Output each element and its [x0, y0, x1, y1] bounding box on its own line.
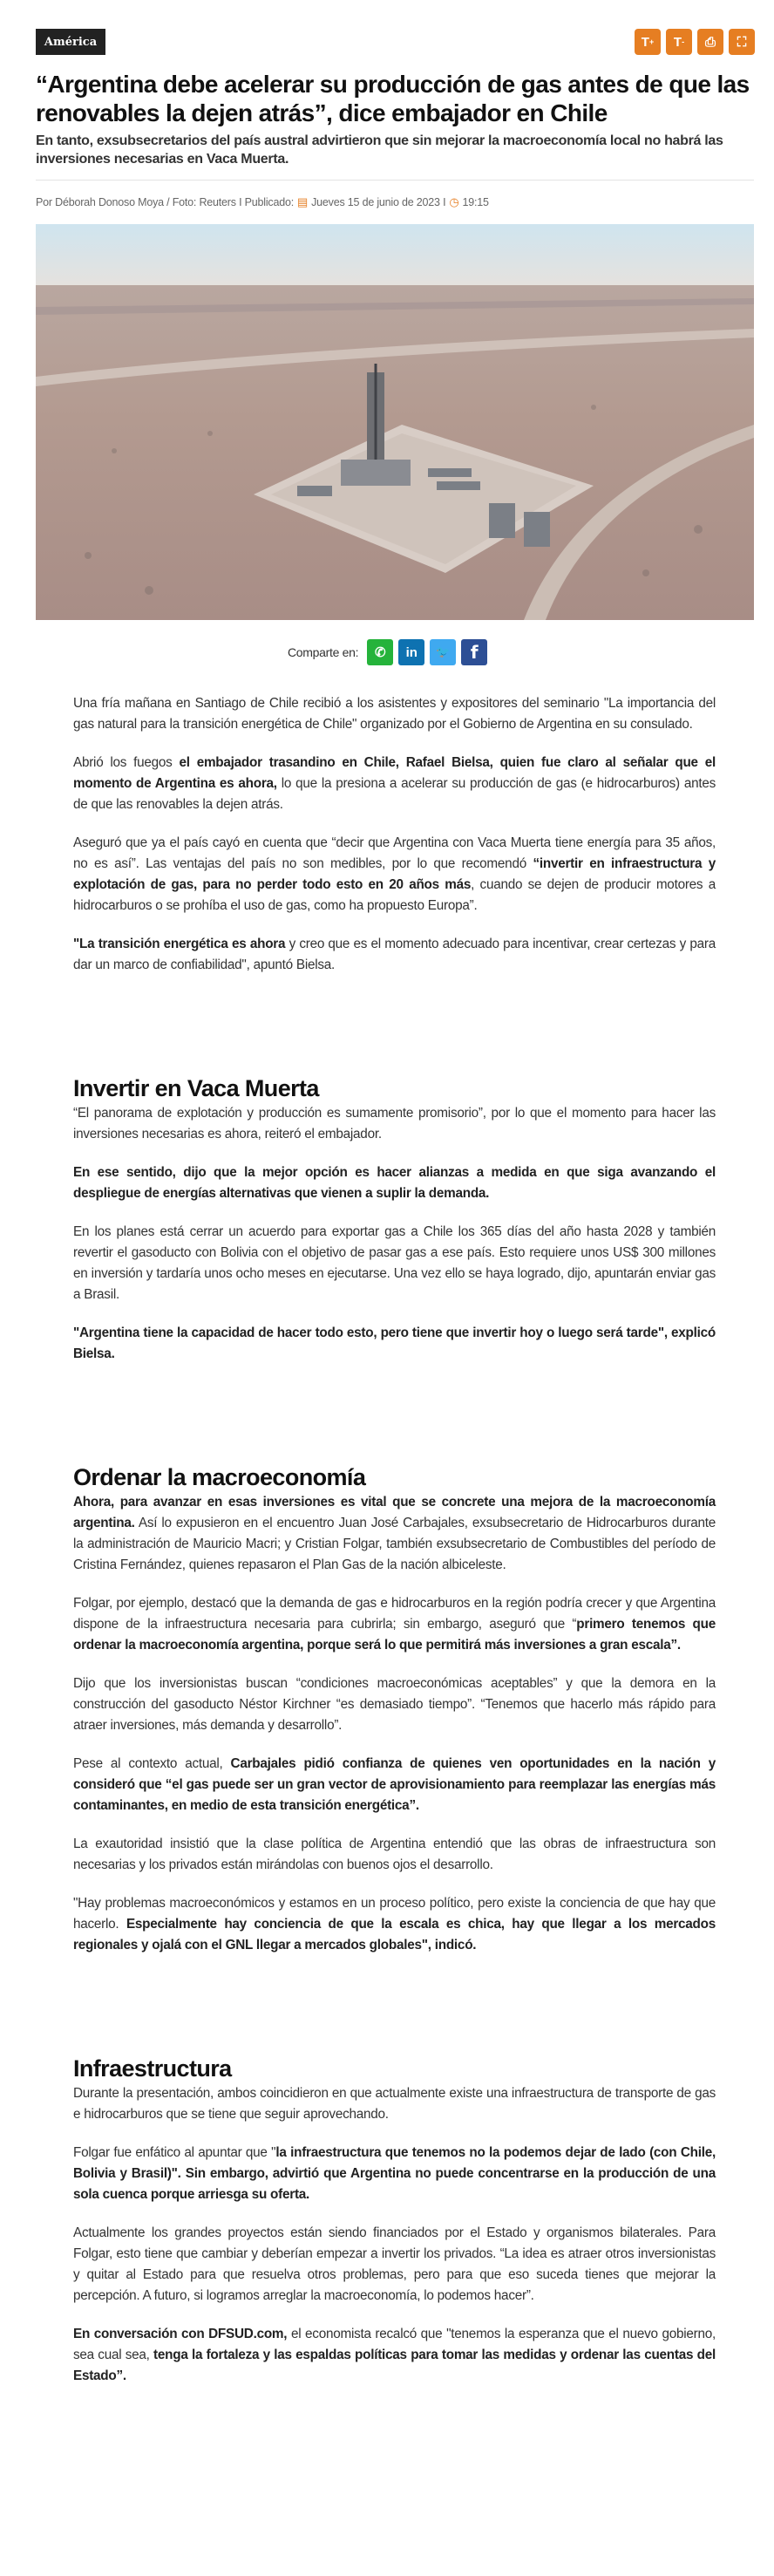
hero-image-gas-drilling-site — [36, 224, 754, 620]
text: Durante la presentación, ambos coincidieron en que actualmente existe una infraestructura de transporte de gas e hidrocarburos que se tiene que seguir aprovechando. — [73, 2086, 716, 2122]
section-heading: Ordenar la macroeconomía — [73, 1464, 366, 1490]
text: Abrió los fuegos — [73, 755, 180, 770]
print-icon: ⎙ — [704, 34, 716, 50]
article-tools — [635, 29, 755, 55]
bold-text: "La transición energética es ahora — [73, 937, 286, 951]
text: y creo que es el momento adecuado para incentivar, crear certezas y para dar un marco de confiabilidad", apuntó Bielsa. — [73, 937, 716, 972]
text: En los planes está cerrar un acuerdo para exportar gas a Chile los 365 días del año hasta 2028 y también revertir el gasoducto con Bolivia con el objetivo de pasar gas a ese país. Esto requiere unos US$ 300 millones en inversión y tardaría unos ocho meses en ejecutarse. Una vez ello se haya logrado, dijo, apuntarán enviar gas a Brasil. — [73, 1224, 716, 1302]
bold-text: Especialmente hay conciencia de que la escala es chica, hay que llegar a los mercados regionales y ojalá con el GNL llegar a mercados globales", indicó. — [73, 1917, 716, 1952]
article-title: “Argentina debe acelerar su producción de gas antes de que las renovables la dejen atrás”, dice embajador en Chile — [36, 71, 750, 126]
text-icon: T — [641, 34, 649, 50]
paragraph — [73, 2143, 716, 2205]
bold-text: "Argentina tiene la capacidad de hacer todo esto, pero tiene que invertir hoy o luego será tarde", explicó Bielsa. — [73, 1325, 716, 1361]
share-linkedin-button[interactable] — [398, 639, 424, 665]
bold-text: “invertir en infraestructura y explotación de gas, para no perder todo esto en 20 años más — [73, 856, 716, 892]
paragraph — [73, 833, 716, 917]
share-whatsapp-button[interactable] — [367, 639, 393, 665]
text: Dijo que los inversionistas buscan “condiciones macroeconómicas aceptables” y que la demora en la construcción del gasoducto Néstor Kirchner “es demasiado tiempo”. “Tenemos que hacerlo más rápido para atraer inversiones, más demanda y desarrollo”. — [73, 1676, 716, 1733]
paragraph — [73, 1162, 716, 1204]
paragraph — [73, 1673, 716, 1736]
text: Pese al contexto actual, — [73, 1756, 231, 1771]
twitter-icon: 🐦 — [436, 645, 451, 658]
author: Por Déborah Donoso Moya / Foto: Reuters I Publicado: — [36, 196, 295, 208]
byline — [36, 195, 489, 209]
paragraph — [73, 1754, 716, 1816]
paragraph — [73, 2223, 716, 2307]
calendar-icon: ▤ — [297, 195, 309, 208]
minus-icon: - — [682, 37, 685, 46]
text: Folgar fue enfático al apuntar que " — [73, 2145, 276, 2160]
bold-text: la infraestructura que tenemos no la podemos dejar de lado (con Chile, Bolivia y Brasil)". Sin embargo, advirtió que Argentina no puede concentrarse en la producción de una sola cuenca porque arriesga su oferta. — [73, 2145, 716, 2202]
fullscreen-button[interactable] — [729, 29, 755, 55]
paragraph — [73, 1103, 716, 1145]
paragraph — [73, 2324, 716, 2387]
paragraph — [73, 2083, 716, 2125]
section-heading: Infraestructura — [73, 2055, 232, 2082]
text: Aseguró que ya el país cayó en cuenta que “decir que Argentina con Vaca Muerta tiene energía para 35 años, no es así”. Las ventajas del país no son medibles, por lo que recomendó — [73, 835, 716, 871]
article-section — [73, 1073, 716, 1365]
linkedin-icon: in — [405, 644, 418, 660]
bold-text: el embajador trasandino en Chile, Rafael Bielsa, quien fue claro al señalar que el momento de Argentina es ahora, — [73, 755, 716, 791]
paragraph — [73, 1222, 716, 1305]
paragraph — [73, 693, 716, 735]
bold-text: En ese sentido, dijo que la mejor opción es hacer alianzas a medida en que siga avanzando el despliegue de energías alternativas que vienen a suplir la demanda. — [73, 1165, 716, 1201]
text: , cuando se dejen de producir motores a hidrocarburos o se prohíba el uso de gas, como ha propuesto Europa”. — [73, 877, 716, 913]
bold-text: primero tenemos que ordenar la macroeconomía argentina, porque será lo que permitirá más inversiones a gran escala”. — [73, 1617, 716, 1653]
publish-date: Jueves 15 de junio de 2023 I — [311, 196, 446, 208]
whatsapp-icon: ✆ — [374, 645, 386, 660]
clock-icon: ◷ — [449, 195, 459, 208]
paragraph — [73, 934, 716, 976]
share-label: Comparte en: — [288, 645, 359, 659]
article-section — [73, 1462, 716, 1956]
share-bar — [288, 639, 487, 665]
bold-text: En conversación con DFSUD.com, — [73, 2327, 288, 2341]
increase-text-button[interactable] — [635, 29, 661, 55]
print-button[interactable] — [697, 29, 723, 55]
text: La exautoridad insistió que la clase política de Argentina entendió que las obras de infraestructura son necesarias y los privados están mirándolas con buenos ojos el desarrollo. — [73, 1837, 716, 1872]
paragraph — [73, 1323, 716, 1365]
article-section — [73, 693, 716, 976]
article-subtitle: En tanto, exsubsecretarios del país austral advirtieron que sin mejorar la macroeconomía local no habrá las inversiones necesarias en Vaca Muerta. — [36, 133, 723, 167]
article-section — [73, 2054, 716, 2387]
plus-icon: + — [648, 37, 655, 46]
section-heading: Invertir en Vaca Muerta — [73, 1075, 319, 1101]
text: Actualmente los grandes proyectos están siendo financiados por el Estado y organismos bilaterales. Para Folgar, esto tiene que cambiar y deberían empezar a invertir los privados. “La idea es atraer otros inversionistas y quitar al Estado para que resuelva otros problemas, pero para que eso suceda tienes que mejorar la percepción. A futuro, si logramos arreglar la macroeconomía, lo podemos hacer”. — [73, 2225, 716, 2303]
text: Una fría mañana en Santiago de Chile recibió a los asistentes y expositores del seminario "La importancia del gas natural para la transición energética de Chile" organizado por el Gobierno de Argentina en su consulado. — [73, 696, 716, 732]
bold-text: Ahora, para avanzar en esas inversiones es vital que se concrete una mejora de la macroeconomía argentina. — [73, 1495, 716, 1530]
text: "Hay problemas macroeconómicos y estamos en un proceso político, pero existe la conciencia de que hay que hacerlo. — [73, 1896, 716, 1932]
publish-time: 19:15 — [462, 196, 489, 208]
paragraph — [73, 1893, 716, 1956]
facebook-icon: f — [470, 642, 479, 663]
share-twitter-button[interactable] — [430, 639, 456, 665]
bold-text: tenga la fortaleza y las espaldas políticas para tomar las medidas y ordenar las cuentas del Estado”. — [73, 2348, 716, 2383]
bold-text: Carbajales pidió confianza de quienes ven oportunidades en la nación y consideró que “el gas puede ser un gran vector de aprovisionamiento para reemplazar las energías más contaminantes, en medio de esta transición energética”. — [73, 1756, 716, 1813]
expand-icon: ⛶ — [737, 34, 747, 50]
text: “El panorama de explotación y producción es sumamente promisorio”, por lo que el momento para hacer las inversiones necesarias es ahora, reiteró el embajador. — [73, 1106, 716, 1141]
decrease-text-button[interactable] — [666, 29, 692, 55]
paragraph — [73, 1593, 716, 1656]
divider — [36, 180, 754, 181]
text: Así lo expusieron en el encuentro Juan José Carbajales, exsubsecretario de Hidrocarburos durante la administración de Mauricio Macri; y Cristian Folgar, también exsubsecretario de Combustibles del período de Cristina Fernández, quienes repasaron el Plan Gas de la nación albiceleste. — [73, 1516, 716, 1572]
text-icon: T — [673, 34, 682, 50]
category-badge[interactable]: América — [36, 29, 105, 55]
paragraph — [73, 1492, 716, 1576]
article-body — [73, 693, 716, 2404]
text: Folgar, por ejemplo, destacó que la demanda de gas e hidrocarburos en la región podría crecer y que Argentina dispone de la infraestructura necesaria para cubrirla; sin embargo, aseguró que “ — [73, 1596, 716, 1632]
paragraph — [73, 753, 716, 815]
text: el economista recalcó que "tenemos la esperanza que el nuevo gobierno, sea cual sea, — [73, 2327, 716, 2362]
text: lo que la presiona a acelerar su producción de gas (e hidrocarburos) antes de que las renovables la dejen atrás. — [73, 776, 716, 812]
share-facebook-button[interactable] — [461, 639, 487, 665]
paragraph — [73, 1834, 716, 1876]
